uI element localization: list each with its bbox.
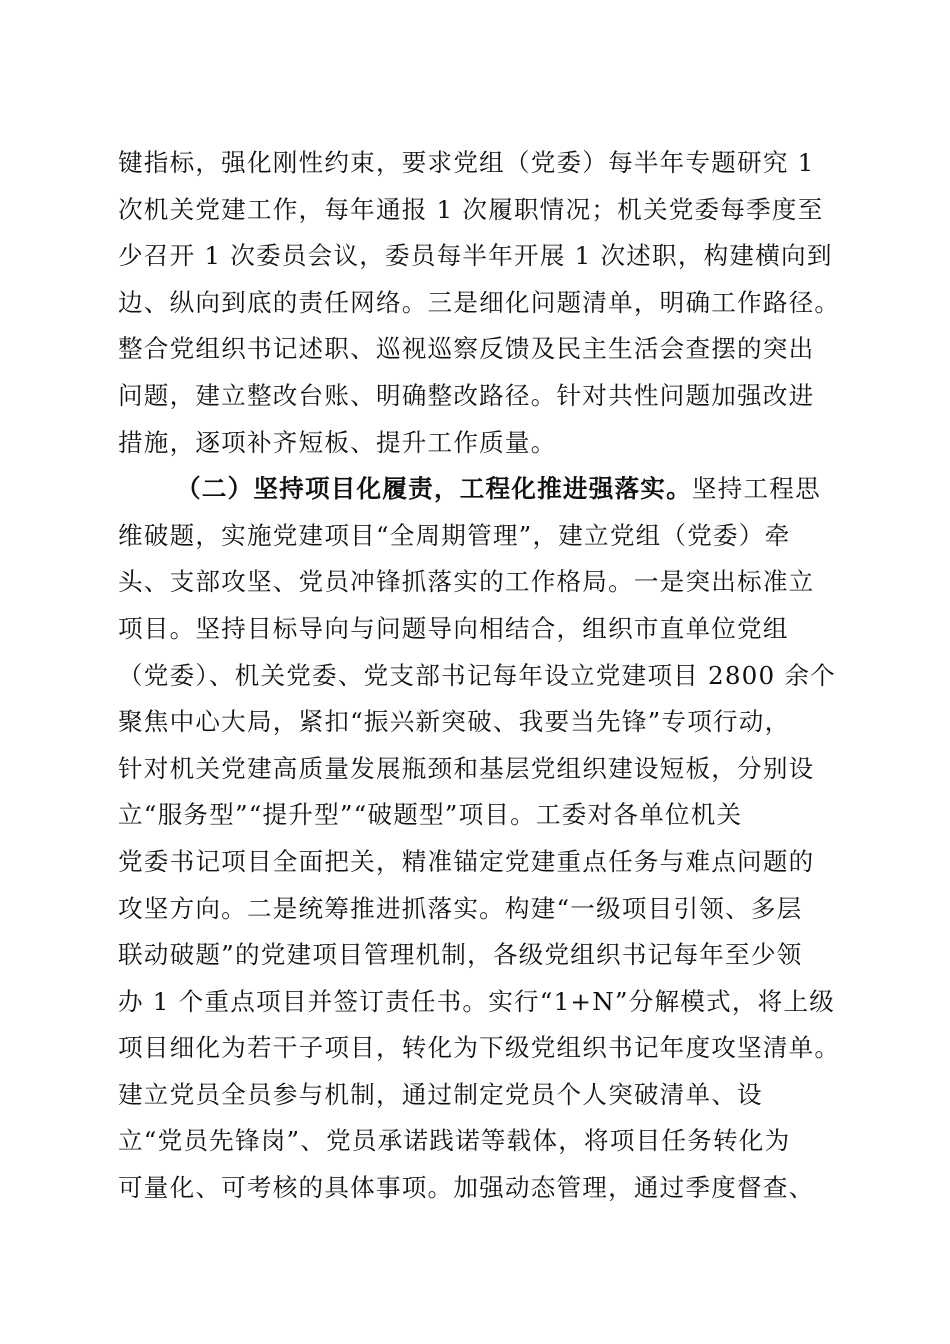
text-line: 头、支部攻坚、党员冲锋抓落实的工作格局。一是突出标准立	[118, 567, 815, 597]
section-heading-line	[118, 466, 838, 513]
text-line: 攻坚方向。二是统筹推进抓落实。构建“一级项目引领、多层	[118, 893, 803, 923]
text-line: 立“服务型”“提升型”“破题型”项目。工委对各单位机关	[118, 800, 743, 830]
text-line: 办 1 个重点项目并签订责任书。实行“1+N”分解模式，将上级	[118, 986, 836, 1016]
text-line: 联动破题”的党建项目管理机制，各级党组织书记每年至少领	[118, 940, 803, 970]
text-line: 问题，建立整改台账、明确整改路径。针对共性问题加强改进	[118, 380, 815, 410]
text-line: 维破题，实施党建项目“全周期管理”，建立党组（党委）牵	[118, 520, 791, 550]
text-line: 整合党组织书记述职、巡视巡察反馈及民主生活会查摆的突出	[118, 334, 815, 364]
text-line: 边、纵向到底的责任网络。三是细化问题清单，明确工作路径。	[118, 287, 841, 317]
text-line: 立“党员先锋岗”、党员承诺践诺等载体，将项目任务转化为	[118, 1126, 791, 1156]
section-heading: （二）坚持项目化履责，工程化推进强落实。	[176, 474, 692, 504]
text-line: 键指标，强化刚性约束，要求党组（党委）每半年专题研究 1	[118, 148, 815, 177]
text-line: 可量化、可考核的具体事项。加强动态管理，通过季度督查、	[118, 1173, 815, 1203]
text-line: 措施，逐项补齐短板、提升工作质量。	[118, 427, 557, 457]
text-line: （党委）、机关党委、党支部书记每年设立党建项目 2800 余个	[118, 660, 836, 690]
section-lead-text: 坚持工程思	[691, 474, 821, 504]
text-line: 少召开 1 次委员会议，委员每半年开展 1 次述职，构建横向到	[118, 241, 833, 271]
text-line: 针对机关党建高质量发展瓶颈和基层党组织建设短板，分别设	[118, 753, 815, 783]
text-line: 聚焦中心大局，紧扣“振兴新突破、我要当先锋”专项行动，	[118, 707, 791, 737]
text-line: 次机关党建工作，每年通报 1 次履职情况；机关党委每季度至	[118, 194, 824, 224]
body-text	[118, 140, 841, 1212]
text-line: 项目细化为若干子项目，转化为下级党组织书记年度攻坚清单。	[118, 1033, 841, 1063]
text-line: 党委书记项目全面把关，精准锚定党建重点任务与难点问题的	[118, 846, 815, 876]
text-line: 项目。坚持目标导向与问题导向相结合，组织市直单位党组	[118, 613, 789, 643]
text-line: 建立党员全员参与机制，通过制定党员个人突破清单、设	[118, 1079, 763, 1109]
